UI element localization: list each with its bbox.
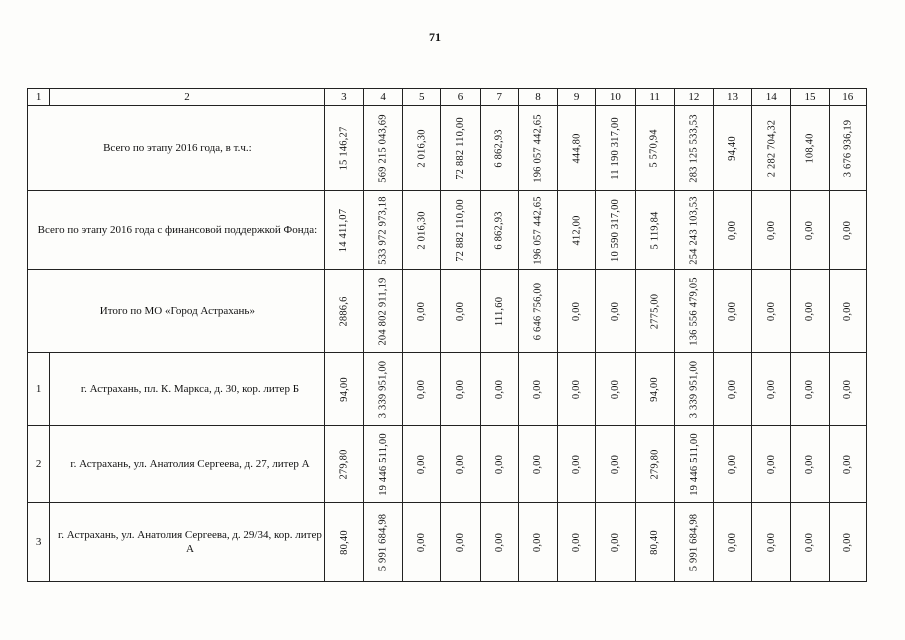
value-text: 0,00: [765, 454, 777, 474]
value-cell: [480, 503, 518, 582]
value-cell: [596, 426, 635, 503]
value-text: 0,00: [804, 220, 816, 240]
row-number: 2: [28, 426, 50, 503]
value-text: 279,80: [338, 448, 350, 480]
value-cell: [518, 353, 557, 426]
value-text: 3 339 951,00: [688, 360, 700, 418]
value-cell: [403, 270, 441, 353]
value-text: 5 119,84: [649, 211, 661, 249]
value-cell: [791, 270, 829, 353]
value-cell: [596, 503, 635, 582]
value-cell: [558, 353, 596, 426]
value-cell: [635, 191, 674, 270]
value-cell: [441, 353, 480, 426]
value-text: 5 991 684,98: [688, 513, 700, 571]
summary-label: Всего по этапу 2016 года с финансовой поддержкой Фонда:: [28, 191, 325, 270]
value-cell: [324, 426, 363, 503]
value-text: 19 446 511,00: [377, 432, 389, 496]
value-text: 6 646 756,00: [532, 282, 544, 340]
header-cell-10: 10: [596, 89, 635, 106]
value-cell: [558, 106, 596, 191]
value-text: 2 016,30: [416, 128, 428, 168]
value-text: 0,00: [765, 379, 777, 399]
value-text: 0,00: [609, 301, 621, 321]
value-text: 0,00: [416, 532, 428, 552]
value-cell: [791, 353, 829, 426]
value-cell: [480, 426, 518, 503]
header-cell-3: 3: [324, 89, 363, 106]
value-text: 2886,6: [338, 295, 350, 327]
value-cell: [635, 106, 674, 191]
value-cell: [363, 191, 402, 270]
value-cell: [829, 106, 866, 191]
value-text: 19 446 511,00: [688, 432, 700, 496]
value-text: 5 570,94: [649, 128, 661, 168]
page-number: 71: [429, 30, 441, 44]
value-cell: [324, 270, 363, 353]
value-text: 111,60: [493, 296, 505, 326]
header-row: [28, 89, 867, 106]
value-cell: [674, 426, 713, 503]
value-text: 0,00: [842, 301, 854, 321]
header-cell-12: 12: [674, 89, 713, 106]
row-number: 1: [28, 353, 50, 426]
value-text: 533 972 973,18: [377, 195, 389, 265]
value-text: 0,00: [842, 532, 854, 552]
value-cell: [674, 353, 713, 426]
header-cell-4: 4: [363, 89, 402, 106]
value-cell: [752, 426, 791, 503]
value-cell: [480, 270, 518, 353]
value-cell: [324, 191, 363, 270]
value-cell: [752, 503, 791, 582]
value-text: 0,00: [842, 379, 854, 399]
value-text: 6 862,93: [493, 210, 505, 250]
value-text: 0,00: [765, 532, 777, 552]
value-text: 0,00: [532, 454, 544, 474]
table-row: [28, 503, 867, 582]
value-text: 196 057 442,65: [532, 113, 544, 183]
value-text: 0,00: [609, 532, 621, 552]
header-cell-13: 13: [713, 89, 751, 106]
summary-label: Всего по этапу 2016 года, в т.ч.:: [28, 106, 325, 191]
value-cell: [363, 503, 402, 582]
summary-row: [28, 106, 867, 191]
value-cell: [752, 191, 791, 270]
header-cell-6: 6: [441, 89, 480, 106]
value-cell: [791, 191, 829, 270]
value-cell: [635, 503, 674, 582]
value-cell: [403, 503, 441, 582]
value-text: 0,00: [727, 220, 739, 240]
value-text: 94,40: [727, 135, 739, 161]
header-cell-8: 8: [518, 89, 557, 106]
value-text: 0,00: [727, 301, 739, 321]
value-cell: [713, 353, 751, 426]
value-cell: [558, 191, 596, 270]
value-cell: [518, 426, 557, 503]
value-cell: [596, 270, 635, 353]
value-text: 0,00: [532, 532, 544, 552]
value-cell: [363, 270, 402, 353]
value-text: 283 125 533,53: [688, 113, 700, 183]
value-cell: [674, 503, 713, 582]
value-cell: [441, 191, 480, 270]
table-row: [28, 353, 867, 426]
value-text: 0,00: [571, 379, 583, 399]
value-cell: [441, 426, 480, 503]
value-cell: [674, 191, 713, 270]
summary-label: Итого по МО «Город Астрахань»: [28, 270, 325, 353]
value-cell: [596, 353, 635, 426]
value-text: 0,00: [532, 379, 544, 399]
table-row: [28, 426, 867, 503]
value-cell: [596, 191, 635, 270]
value-cell: [713, 106, 751, 191]
value-text: 0,00: [804, 379, 816, 399]
data-table: [27, 88, 867, 582]
value-text: 0,00: [416, 301, 428, 321]
value-text: 0,00: [765, 220, 777, 240]
row-address: г. Астрахань, ул. Анатолия Сергеева, д. 27, литер А: [50, 426, 325, 503]
value-cell: [403, 353, 441, 426]
header-cell-7: 7: [480, 89, 518, 106]
value-text: 444,80: [571, 132, 583, 164]
header-cell-2: 2: [50, 89, 325, 106]
value-cell: [791, 503, 829, 582]
value-cell: [363, 426, 402, 503]
value-text: 2 282 704,32: [765, 119, 777, 177]
value-text: 2775,00: [649, 293, 661, 329]
value-cell: [558, 270, 596, 353]
value-cell: [324, 106, 363, 191]
value-text: 0,00: [727, 379, 739, 399]
value-cell: [829, 191, 866, 270]
value-text: 136 556 479,05: [688, 276, 700, 346]
header-cell-1: 1: [28, 89, 50, 106]
row-address: г. Астрахань, пл. К. Маркса, д. 30, кор. литер Б: [50, 353, 325, 426]
header-cell-14: 14: [752, 89, 791, 106]
value-text: 0,00: [571, 532, 583, 552]
value-cell: [752, 106, 791, 191]
value-cell: [403, 426, 441, 503]
value-cell: [791, 106, 829, 191]
value-text: 0,00: [804, 532, 816, 552]
value-text: 0,00: [455, 379, 467, 399]
value-cell: [403, 106, 441, 191]
value-cell: [403, 191, 441, 270]
value-text: 10 590 317,00: [609, 198, 621, 262]
value-cell: [480, 353, 518, 426]
value-cell: [713, 270, 751, 353]
value-text: 0,00: [493, 379, 505, 399]
value-text: 279,80: [649, 448, 661, 480]
value-text: 80,40: [338, 529, 350, 555]
value-cell: [752, 353, 791, 426]
value-cell: [596, 106, 635, 191]
value-text: 204 802 911,19: [377, 276, 389, 346]
value-text: 0,00: [455, 454, 467, 474]
header-cell-11: 11: [635, 89, 674, 106]
value-text: 94,00: [338, 376, 350, 402]
header-cell-16: 16: [829, 89, 866, 106]
value-text: 72 882 110,00: [455, 198, 467, 262]
value-cell: [674, 270, 713, 353]
value-cell: [635, 426, 674, 503]
value-cell: [558, 503, 596, 582]
value-cell: [324, 503, 363, 582]
value-cell: [441, 270, 480, 353]
row-address: г. Астрахань, ул. Анатолия Сергеева, д. 29/34, кор. литер А: [50, 503, 325, 582]
value-cell: [518, 503, 557, 582]
value-text: 0,00: [493, 454, 505, 474]
value-cell: [518, 191, 557, 270]
value-text: 0,00: [416, 379, 428, 399]
value-cell: [752, 270, 791, 353]
value-text: 0,00: [842, 220, 854, 240]
value-cell: [635, 353, 674, 426]
value-text: 0,00: [493, 532, 505, 552]
value-cell: [441, 503, 480, 582]
value-text: 3 676 936,19: [842, 119, 854, 177]
value-text: 0,00: [455, 301, 467, 321]
value-cell: [674, 106, 713, 191]
value-text: 5 991 684,98: [377, 513, 389, 571]
header-cell-9: 9: [558, 89, 596, 106]
value-text: 0,00: [455, 532, 467, 552]
value-text: 6 862,93: [493, 128, 505, 168]
value-text: 196 057 442,65: [532, 195, 544, 265]
value-cell: [518, 270, 557, 353]
value-text: 0,00: [765, 301, 777, 321]
value-text: 412,00: [571, 214, 583, 246]
value-cell: [518, 106, 557, 191]
value-cell: [713, 503, 751, 582]
value-text: 80,40: [649, 529, 661, 555]
value-text: 108,40: [804, 132, 816, 164]
value-cell: [829, 503, 866, 582]
value-text: 0,00: [609, 454, 621, 474]
value-text: 15 146,27: [338, 126, 350, 170]
value-text: 0,00: [727, 532, 739, 552]
header-cell-15: 15: [791, 89, 829, 106]
value-text: 0,00: [609, 379, 621, 399]
value-cell: [791, 426, 829, 503]
summary-row: [28, 270, 867, 353]
value-cell: [480, 106, 518, 191]
value-text: 14 411,07: [338, 208, 350, 252]
value-cell: [713, 191, 751, 270]
value-text: 569 215 043,69: [377, 113, 389, 183]
value-cell: [635, 270, 674, 353]
value-text: 0,00: [804, 301, 816, 321]
value-cell: [558, 426, 596, 503]
value-cell: [829, 426, 866, 503]
value-text: 0,00: [842, 454, 854, 474]
value-text: 0,00: [804, 454, 816, 474]
summary-row: [28, 191, 867, 270]
value-text: 0,00: [416, 454, 428, 474]
value-text: 72 882 110,00: [455, 116, 467, 180]
header-cell-5: 5: [403, 89, 441, 106]
value-cell: [829, 353, 866, 426]
value-text: 3 339 951,00: [377, 360, 389, 418]
value-text: 2 016,30: [416, 210, 428, 250]
value-cell: [480, 191, 518, 270]
value-text: 254 243 103,53: [688, 195, 700, 265]
value-cell: [713, 426, 751, 503]
value-text: 94,00: [649, 376, 661, 402]
value-cell: [441, 106, 480, 191]
value-text: 11 190 317,00: [609, 116, 621, 180]
value-cell: [829, 270, 866, 353]
value-text: 0,00: [571, 454, 583, 474]
value-cell: [324, 353, 363, 426]
value-cell: [363, 353, 402, 426]
row-number: 3: [28, 503, 50, 582]
value-cell: [363, 106, 402, 191]
value-text: 0,00: [571, 301, 583, 321]
value-text: 0,00: [727, 454, 739, 474]
